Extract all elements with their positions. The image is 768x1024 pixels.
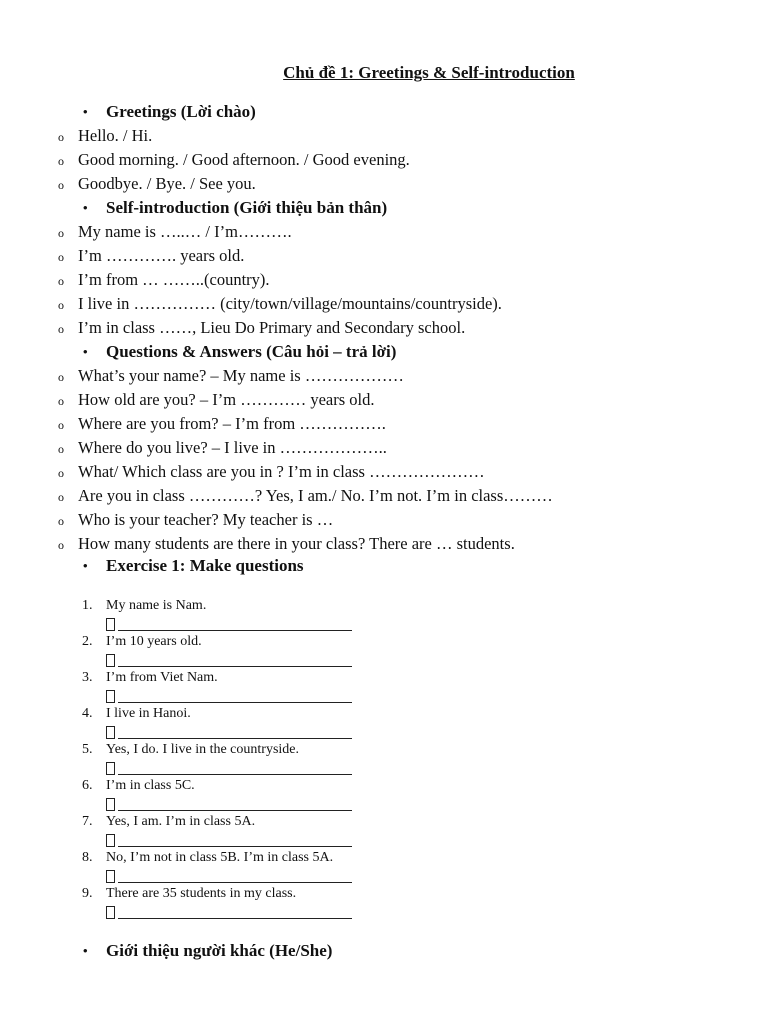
- list-item-text: Good morning. / Good afternoon. / Good evening.: [78, 150, 410, 169]
- circle-bullet-icon: o: [58, 370, 64, 384]
- circle-bullet-icon: o: [58, 514, 64, 528]
- circle-bullet-icon: o: [58, 154, 64, 168]
- bullet-icon: •: [83, 943, 88, 958]
- section-heading-text: Questions & Answers (Câu hỏi – trả lời): [106, 342, 397, 361]
- circle-bullet-icon: o: [58, 178, 64, 192]
- exercise-item-number: 4.: [82, 706, 93, 721]
- circle-bullet-icon: o: [58, 274, 64, 288]
- list-item-text: I’m in class ……, Lieu Do Primary and Secondary school.: [78, 318, 466, 337]
- answer-blank: [118, 630, 352, 631]
- final-section-heading-text: Giới thiệu người khác (He/She): [106, 941, 333, 960]
- arrow-box-icon: [106, 654, 115, 667]
- circle-bullet-icon: o: [58, 394, 64, 408]
- exercise-item-number: 7.: [82, 814, 93, 829]
- exercise-item-number: 2.: [82, 634, 93, 649]
- answer-blank: [118, 702, 352, 703]
- arrow-box-icon: [106, 726, 115, 739]
- exercise-item-number: 1.: [82, 598, 93, 613]
- circle-bullet-icon: o: [58, 250, 64, 264]
- circle-bullet-icon: o: [58, 490, 64, 504]
- list-item-text: Where are you from? – I’m from …………….: [78, 414, 386, 433]
- exercise-item-text: Yes, I am. I’m in class 5A.: [106, 814, 256, 829]
- bullet-icon: •: [83, 344, 88, 359]
- circle-bullet-icon: o: [58, 466, 64, 480]
- circle-bullet-icon: o: [58, 298, 64, 312]
- list-item-text: I live in …………… (city/town/village/mountains/countryside).: [78, 294, 502, 313]
- answer-blank: [118, 918, 352, 919]
- section-heading-text: Greetings (Lời chào): [106, 102, 256, 121]
- list-item-text: My name is …..… / I’m……….: [78, 222, 292, 241]
- answer-blank: [118, 774, 352, 775]
- exercise-item-number: 3.: [82, 670, 93, 685]
- list-item-text: How many students are there in your class? There are … students.: [78, 534, 515, 553]
- circle-bullet-icon: o: [58, 130, 64, 144]
- list-item-text: I’m …………. years old.: [78, 246, 245, 265]
- exercise-item-number: 6.: [82, 778, 93, 793]
- answer-blank: [118, 810, 352, 811]
- list-item-text: Where do you live? – I live in ………………..: [78, 438, 387, 457]
- exercise-item-text: Yes, I do. I live in the countryside.: [106, 742, 299, 757]
- circle-bullet-icon: o: [58, 442, 64, 456]
- exercise-item-text: I’m 10 years old.: [106, 634, 202, 649]
- exercise-item-number: 5.: [82, 742, 93, 757]
- bullet-icon: •: [83, 200, 88, 215]
- exercise-heading-text: Exercise 1: Make questions: [106, 556, 304, 575]
- list-item-text: What/ Which class are you in ? I’m in class …………………: [78, 462, 485, 481]
- exercise-item-number: 8.: [82, 850, 93, 865]
- exercise-item-text: My name is Nam.: [106, 598, 207, 613]
- list-item-text: Who is your teacher? My teacher is …: [78, 510, 334, 529]
- circle-bullet-icon: o: [58, 418, 64, 432]
- exercise-item-text: There are 35 students in my class.: [106, 886, 297, 901]
- arrow-box-icon: [106, 906, 115, 919]
- list-item-text: What’s your name? – My name is ………………: [78, 366, 404, 385]
- arrow-box-icon: [106, 798, 115, 811]
- exercise-item-text: I’m from Viet Nam.: [106, 670, 218, 685]
- bullet-icon: •: [83, 558, 88, 573]
- circle-bullet-icon: o: [58, 322, 64, 336]
- arrow-box-icon: [106, 834, 115, 847]
- list-item-text: Are you in class …………? Yes, I am./ No. I’m not. I’m in class………: [78, 486, 553, 505]
- answer-blank: [118, 666, 352, 667]
- answer-blank: [118, 882, 352, 883]
- arrow-box-icon: [106, 618, 115, 631]
- arrow-box-icon: [106, 690, 115, 703]
- answer-blank: [118, 846, 352, 847]
- arrow-box-icon: [106, 762, 115, 775]
- exercise-item-text: I live in Hanoi.: [106, 706, 191, 721]
- list-item-text: Hello. / Hi.: [78, 126, 153, 145]
- list-item-text: How old are you? – I’m ………… years old.: [78, 390, 375, 409]
- page-title: Chủ đề 1: Greetings & Self-introduction: [283, 63, 575, 82]
- list-item-text: I’m from … ……..(country).: [78, 270, 270, 289]
- section-heading-text: Self-introduction (Giới thiệu bản thân): [106, 198, 388, 217]
- exercise-item-text: No, I’m not in class 5B. I’m in class 5A.: [106, 850, 334, 865]
- answer-blank: [118, 738, 352, 739]
- list-item-text: Goodbye. / Bye. / See you.: [78, 174, 256, 193]
- exercise-item-text: I’m in class 5C.: [106, 778, 195, 793]
- arrow-box-icon: [106, 870, 115, 883]
- bullet-icon: •: [83, 104, 88, 119]
- exercise-item-number: 9.: [82, 886, 93, 901]
- circle-bullet-icon: o: [58, 226, 64, 240]
- circle-bullet-icon: o: [58, 538, 64, 552]
